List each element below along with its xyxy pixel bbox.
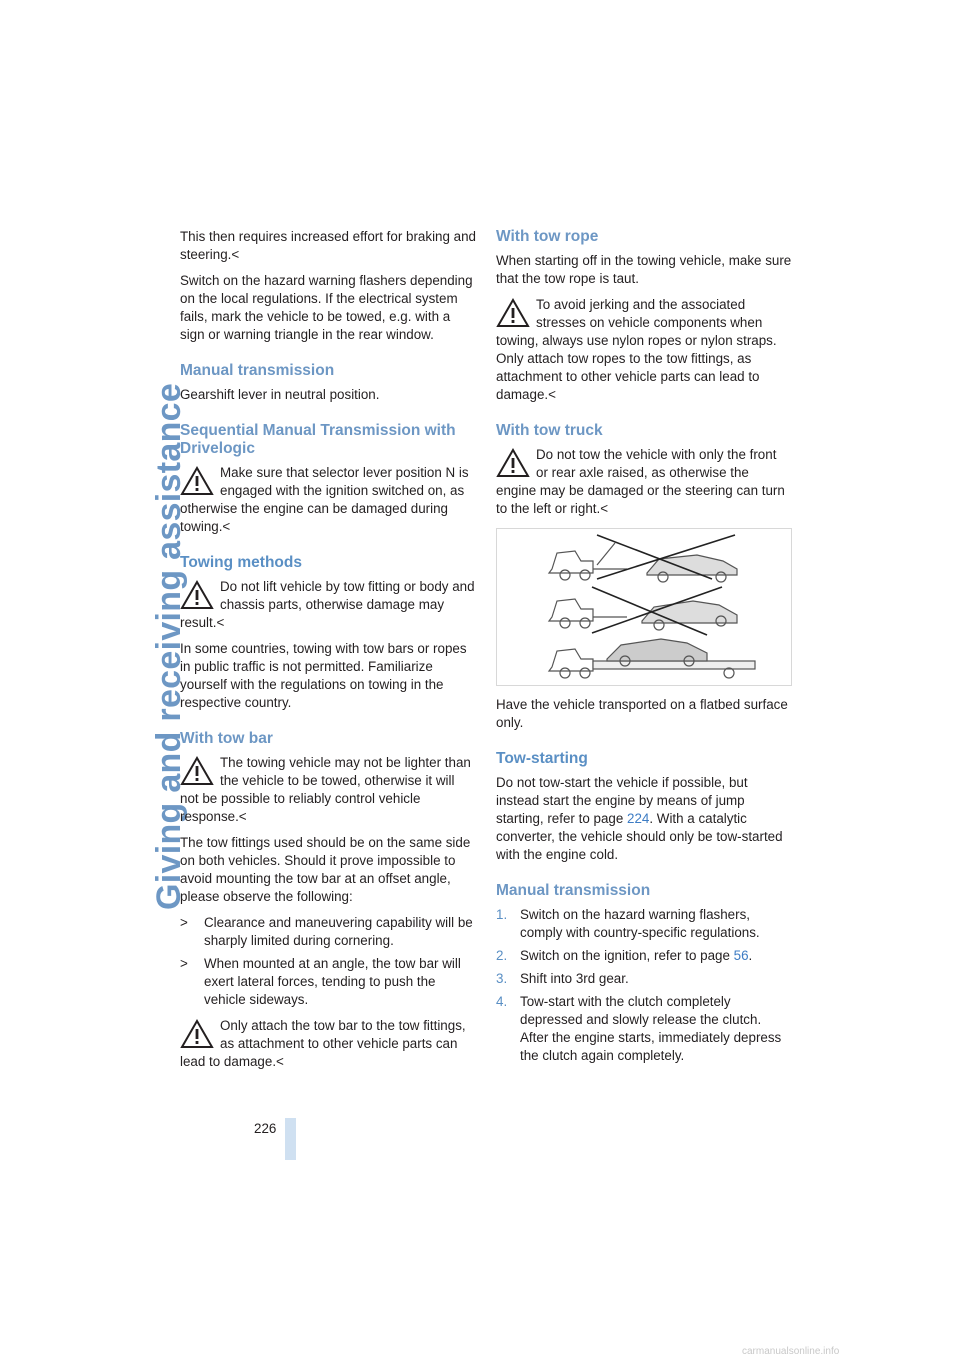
- paragraph: Gearshift lever in neutral position.: [180, 387, 380, 402]
- list-item: [496, 993, 792, 1065]
- paragraph: In some countries, towing with tow bars or ropes in public traffic is not permitted. Familiarize yourself with the regulations on towing in the respective country.: [180, 641, 467, 710]
- heading-smg: Sequential Manual Transmission with Drivelogic: [180, 422, 456, 457]
- list-item: [180, 955, 476, 1009]
- warning-triangle-icon: [180, 580, 214, 610]
- paragraph: The tow fittings used should be on the same side on both vehicles. Should it prove impossible to avoid mounting the tow bar at an offset angle, please observe the following:: [180, 835, 471, 904]
- side-title-text: Giving and receiving assistance: [150, 382, 188, 910]
- warning-note: [496, 446, 792, 518]
- bullet-marker: >: [180, 956, 188, 971]
- warning-text: The towing vehicle may not be lighter than the vehicle to be towed, otherwise it will not be possible to reliably control vehicle response.<: [180, 755, 471, 824]
- paragraph: This then requires increased effort for braking and steering.<: [180, 229, 476, 262]
- page-link-56[interactable]: 56: [733, 948, 749, 963]
- heading-tow-starting: Tow-starting: [496, 750, 588, 767]
- warning-note: [496, 296, 792, 404]
- warning-text: To avoid jerking and the associated stresses on vehicle components when towing, always use nylon ropes or nylon straps. Only attach tow ropes to the tow fittings, as attachment to other vehicle parts can lead to damage.<: [496, 297, 777, 402]
- paragraph: Switch on the hazard warning flashers depending on the local regulations. If the electrical system fails, mark the vehicle to be towed, e.g. with a sign or warning triangle in the rear window.: [180, 273, 473, 342]
- step-text-end: .: [748, 948, 753, 963]
- paragraph: [496, 774, 792, 864]
- numbered-steps: [496, 906, 792, 1065]
- heading-with-tow-bar: With tow bar: [180, 730, 273, 747]
- step-text: Tow-start with the clutch completely depressed and slowly release the clutch. After the engine starts, immediately depress the clutch again completely.: [520, 994, 782, 1063]
- warning-note: [180, 1017, 476, 1071]
- step-text: Switch on the hazard warning flashers, comply with country-specific regulations.: [520, 907, 760, 940]
- section-side-title: [106, 220, 188, 1120]
- bullet-list: [180, 914, 476, 1009]
- heading-with-tow-truck: With tow truck: [496, 422, 603, 439]
- warning-triangle-icon: [180, 466, 214, 496]
- warning-note: [180, 578, 476, 632]
- page-link-224[interactable]: 224: [627, 811, 650, 826]
- page-number: 226: [254, 1121, 277, 1136]
- step-number: 1.: [496, 907, 508, 922]
- warning-triangle-icon: [180, 756, 214, 786]
- step-number: 2.: [496, 948, 508, 963]
- list-item-text: Clearance and maneuvering capability will be sharply limited during cornering.: [204, 915, 473, 948]
- tow-truck-drawing: [497, 529, 791, 685]
- warning-note: [180, 754, 476, 826]
- paragraph: When starting off in the towing vehicle, make sure that the tow rope is taut.: [496, 253, 792, 286]
- text-run: Do not tow-start the vehicle if possible, but instead start the engine by means of jump starting, refer to page: [496, 775, 748, 826]
- bullet-marker: >: [180, 915, 188, 930]
- list-item: [496, 906, 792, 942]
- warning-text: Do not tow the vehicle with only the front or rear axle raised, as otherwise the engine may be damaged or the steering can turn to the left or right.<: [496, 447, 785, 516]
- warning-text: Make sure that selector lever position N is engaged with the ignition switched on, as otherwise the engine can be damaged during towing.<: [180, 465, 469, 534]
- warning-text: Only attach the tow bar to the tow fittings, as attachment to other vehicle parts can lead to damage.<: [180, 1018, 466, 1069]
- warning-triangle-icon: [496, 448, 530, 478]
- heading-towing-methods: Towing methods: [180, 554, 302, 571]
- warning-triangle-icon: [180, 1019, 214, 1049]
- text-run: . With a catalytic converter, the vehicle should only be tow-started with the engine cold.: [496, 811, 783, 862]
- warning-text: Do not lift vehicle by tow fitting or body and chassis parts, otherwise damage may result.<: [180, 579, 475, 630]
- warning-triangle-icon: [496, 298, 530, 328]
- right-column: [496, 228, 792, 1073]
- heading-manual-transmission: Manual transmission: [180, 362, 335, 379]
- step-number: 4.: [496, 994, 508, 1009]
- warning-note: [180, 464, 476, 536]
- heading-with-tow-rope: With tow rope: [496, 228, 599, 245]
- left-column: [180, 228, 476, 1079]
- watermark: carmanualsonline.info: [742, 1346, 840, 1357]
- step-number: 3.: [496, 971, 508, 986]
- tow-truck-illustration: [496, 528, 792, 686]
- list-item: [496, 970, 792, 988]
- step-text: Switch on the ignition, refer to page: [520, 948, 734, 963]
- heading-manual-transmission-2: Manual transmission: [496, 882, 651, 899]
- paragraph: Have the vehicle transported on a flatbed surface only.: [496, 697, 788, 730]
- step-text: Shift into 3rd gear.: [520, 971, 629, 986]
- page-bar: [285, 1118, 296, 1160]
- list-item: [496, 947, 792, 965]
- list-item-text: When mounted at an angle, the tow bar will exert lateral forces, tending to push the vehicle sideways.: [204, 956, 461, 1007]
- list-item: [180, 914, 476, 950]
